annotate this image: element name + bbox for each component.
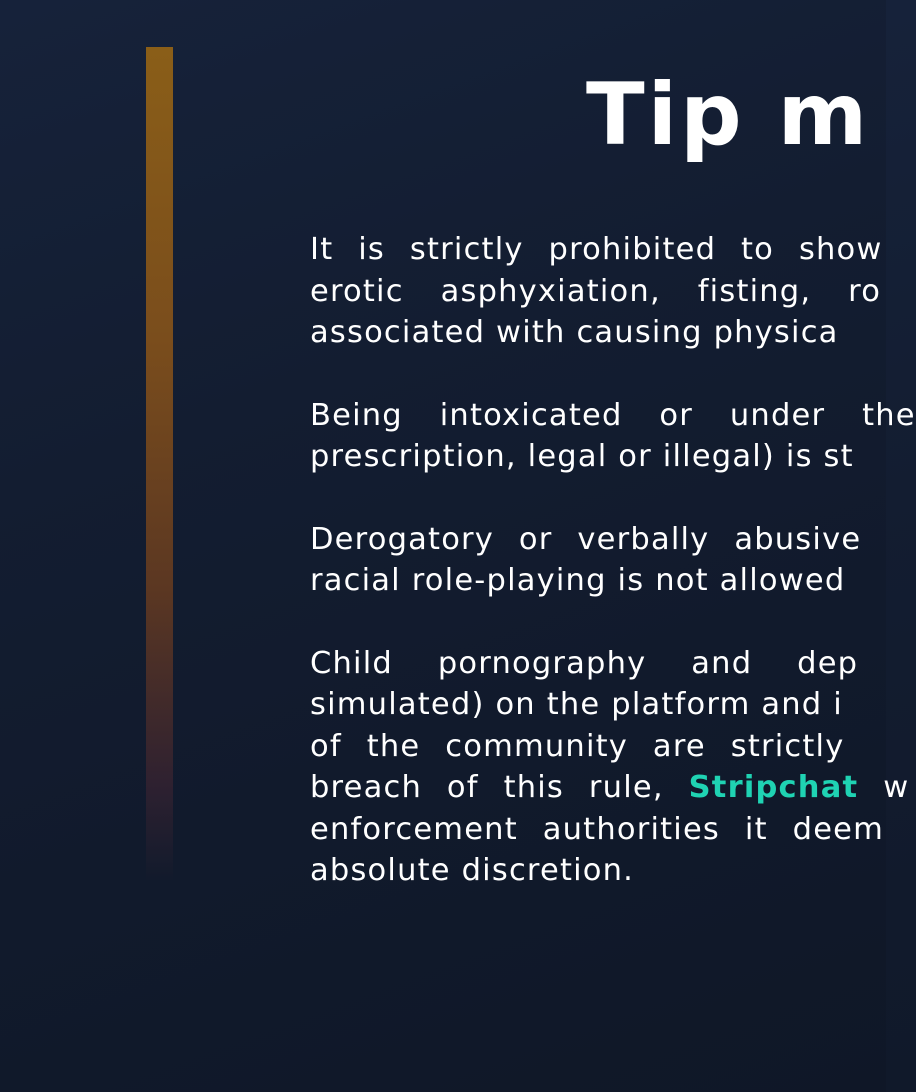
rule-paragraph-harm	[310, 229, 886, 354]
rule-line: associated with causing physica	[310, 315, 839, 350]
rule-line: prescription, legal or illegal) is st	[310, 439, 854, 474]
rule-line: It is strictly prohibited to show	[310, 232, 883, 267]
rules-list	[310, 229, 916, 933]
rule-line: enforcement authorities it deem	[310, 811, 885, 847]
brand-name: Stripchat	[688, 770, 859, 805]
page-title: Tip m	[586, 65, 871, 165]
rule-line-brand	[310, 767, 910, 809]
rule-line: Child pornography and dep	[310, 645, 859, 681]
rule-line: erotic asphyxiation, fisting, ro	[310, 273, 882, 309]
rule-line: Derogatory or verbally abusive	[310, 521, 862, 557]
rule-text: breach of this rule,	[310, 770, 664, 805]
rule-text: w	[883, 770, 910, 805]
accent-bar	[146, 47, 173, 882]
rule-line: absolute discretion.	[310, 853, 635, 888]
rule-line: of the community are strictly	[310, 728, 845, 764]
rule-paragraph-intoxication	[310, 395, 916, 478]
rule-paragraph-child-protection	[310, 643, 910, 892]
rule-paragraph-abusive	[310, 519, 886, 602]
rule-line: Being intoxicated or under the	[310, 397, 916, 433]
rule-line: racial role-playing is not allowed	[310, 563, 846, 598]
rule-line: simulated) on the platform and i	[310, 687, 843, 722]
